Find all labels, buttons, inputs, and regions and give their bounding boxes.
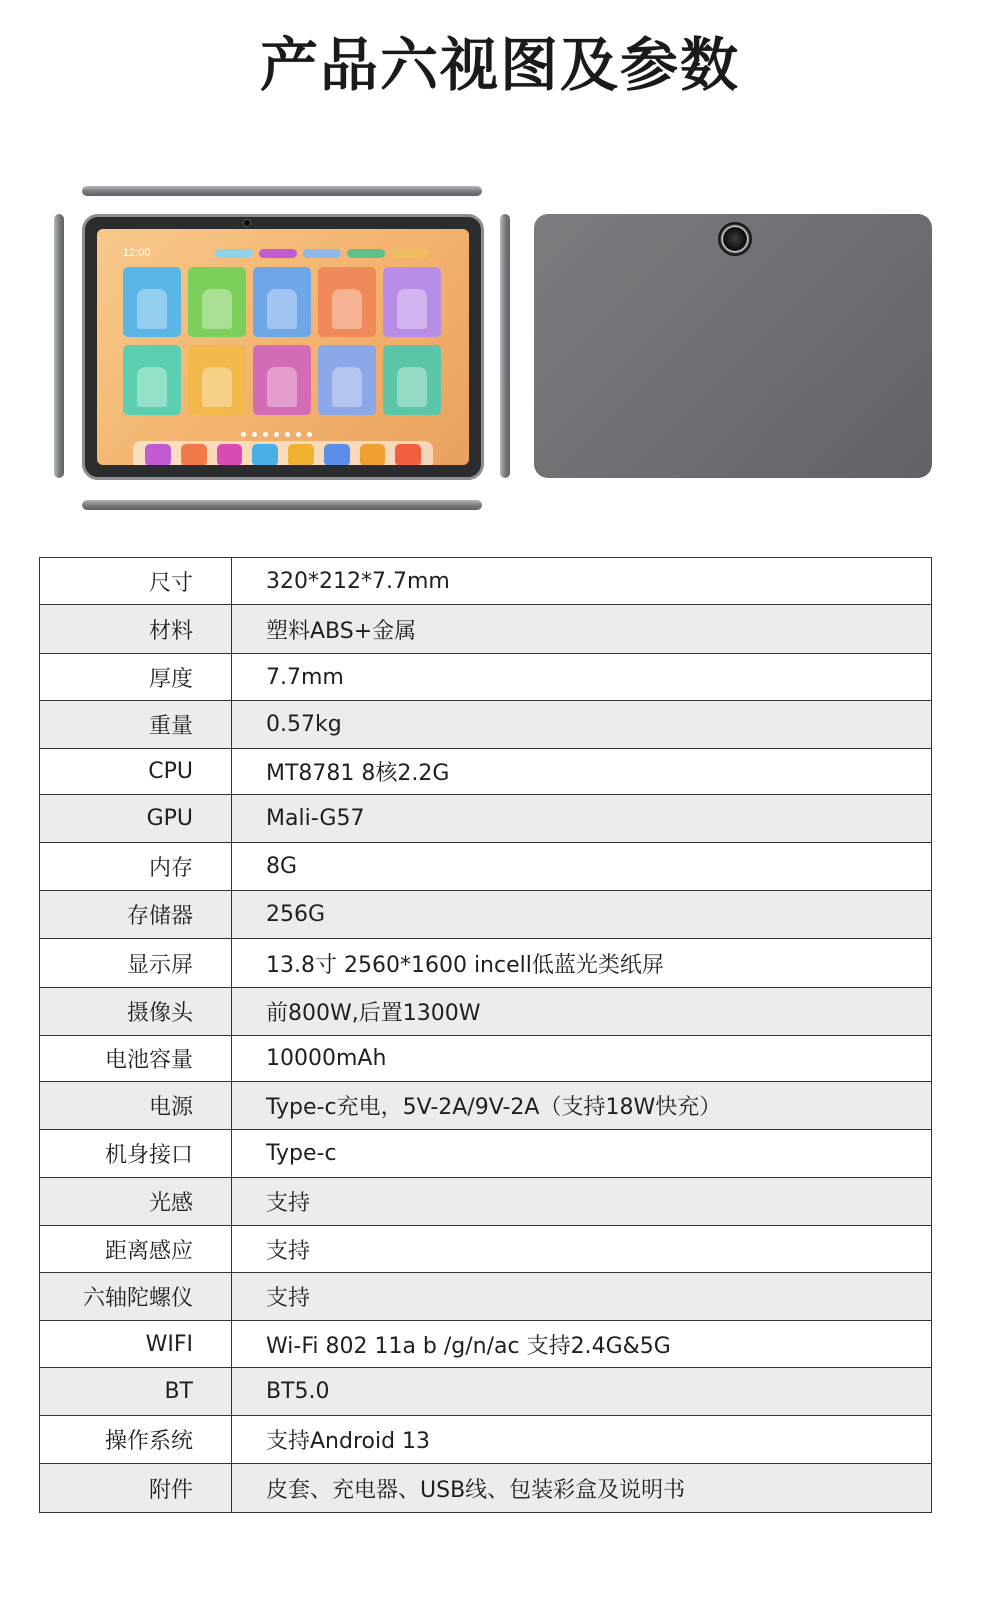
spec-label: 电池容量 (40, 1036, 232, 1082)
spec-row (40, 558, 932, 605)
bottom-edge-view (82, 500, 482, 510)
spec-label: 尺寸 (40, 558, 232, 605)
left-side-view (54, 214, 64, 478)
spec-label: 光感 (40, 1178, 232, 1226)
spec-row (40, 1273, 932, 1321)
spec-value: Mali-G57 (232, 795, 932, 843)
page-title: 产品六视图及参数 (259, 31, 740, 99)
rear-camera-icon (718, 222, 752, 256)
product-six-views (0, 180, 1000, 540)
spec-row (40, 939, 932, 988)
spec-row (40, 843, 932, 891)
spec-value: 前800W,后置1300W (232, 988, 932, 1036)
tablet-back-view (534, 214, 932, 478)
screen-time: 12:00 (123, 247, 151, 259)
front-camera-icon (243, 219, 251, 227)
app-dock (133, 441, 433, 465)
spec-row (40, 605, 932, 654)
spec-value: 塑料ABS+金属 (232, 605, 932, 654)
top-edge-view (82, 186, 482, 196)
spec-label: 厚度 (40, 654, 232, 701)
spec-label: 显示屏 (40, 939, 232, 988)
spec-label: 机身接口 (40, 1130, 232, 1178)
spec-row (40, 795, 932, 843)
spec-label: BT (40, 1368, 232, 1416)
spec-value: 13.8寸 2560*1600 incell低蓝光类纸屏 (232, 939, 932, 988)
spec-label: GPU (40, 795, 232, 843)
spec-label: 内存 (40, 843, 232, 891)
spec-label: 摄像头 (40, 988, 232, 1036)
spec-label: 材料 (40, 605, 232, 654)
spec-value: 256G (232, 891, 932, 939)
right-side-view (500, 214, 510, 478)
spec-row (40, 1082, 932, 1130)
spec-row (40, 1464, 932, 1513)
app-tile-grid (123, 267, 441, 415)
spec-row (40, 1321, 932, 1368)
spec-row (40, 1368, 932, 1416)
spec-row (40, 988, 932, 1036)
page-indicator (241, 432, 312, 437)
spec-row (40, 1226, 932, 1273)
spec-value: 8G (232, 843, 932, 891)
tablet-front-view (82, 214, 484, 480)
spec-label: 电源 (40, 1082, 232, 1130)
spec-table (39, 557, 932, 1513)
spec-label: WIFI (40, 1321, 232, 1368)
spec-row (40, 1178, 932, 1226)
spec-label: 重量 (40, 701, 232, 749)
spec-label: 存储器 (40, 891, 232, 939)
spec-value: MT8781 8核2.2G (232, 749, 932, 795)
spec-row (40, 1416, 932, 1464)
screen-tab-row (215, 249, 429, 258)
spec-value: 支持 (232, 1273, 932, 1321)
spec-value: Wi-Fi 802 11a b /g/n/ac 支持2.4G&5G (232, 1321, 932, 1368)
spec-label: 操作系统 (40, 1416, 232, 1464)
spec-value: 皮套、充电器、USB线、包装彩盒及说明书 (232, 1464, 932, 1513)
spec-value: Type-c充电，5V-2A/9V-2A（支持18W快充） (232, 1082, 932, 1130)
spec-row (40, 701, 932, 749)
spec-value: 0.57kg (232, 701, 932, 749)
spec-label: 附件 (40, 1464, 232, 1513)
spec-value: 支持 (232, 1178, 932, 1226)
spec-value: Type-c (232, 1130, 932, 1178)
spec-value: 支持 (232, 1226, 932, 1273)
spec-row (40, 1036, 932, 1082)
spec-value: BT5.0 (232, 1368, 932, 1416)
spec-row (40, 749, 932, 795)
spec-label: 距离感应 (40, 1226, 232, 1273)
spec-label: 六轴陀螺仪 (40, 1273, 232, 1321)
tablet-screen (97, 229, 469, 465)
spec-value: 320*212*7.7mm (232, 558, 932, 605)
spec-row (40, 654, 932, 701)
spec-value: 10000mAh (232, 1036, 932, 1082)
spec-value: 7.7mm (232, 654, 932, 701)
spec-row (40, 891, 932, 939)
spec-label: CPU (40, 749, 232, 795)
spec-value: 支持Android 13 (232, 1416, 932, 1464)
spec-row (40, 1130, 932, 1178)
